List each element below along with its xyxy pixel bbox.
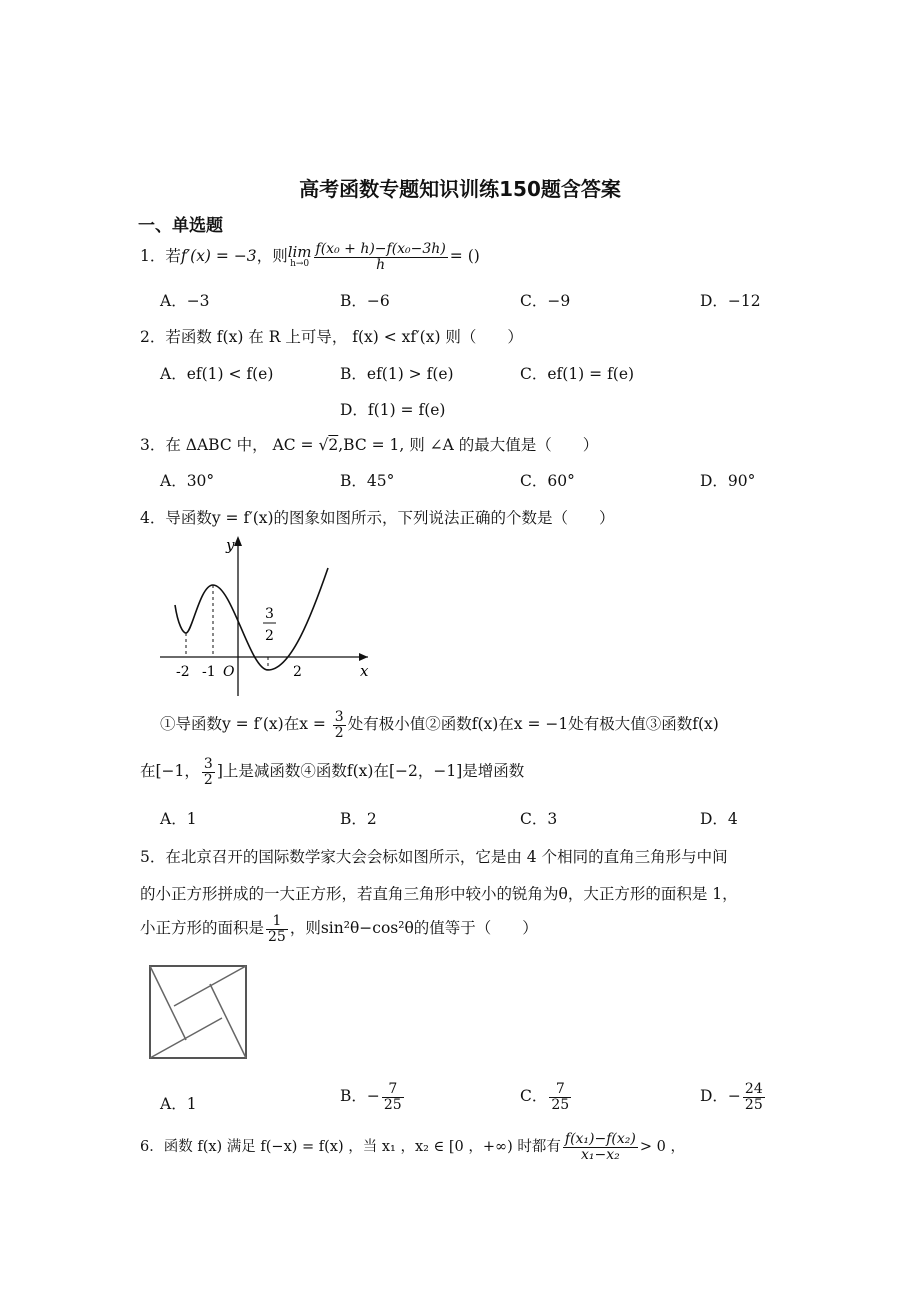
q4-l1-b: 处有极小值②函数f(x)在x = −1处有极大值③函数f(x) xyxy=(347,715,719,734)
frac-label-num: 3 xyxy=(265,606,274,622)
big-square xyxy=(150,966,246,1058)
q2-option-b: B．ef(1) > f(e) xyxy=(340,365,454,383)
q1-condition: f′(x) = −3 xyxy=(180,247,257,266)
q5-option-d xyxy=(700,1082,767,1112)
question-1 xyxy=(140,242,480,272)
q4-l2-num: 3 xyxy=(203,756,213,772)
q4-l2-a: 在[−1， xyxy=(140,762,200,781)
q3-option-c: C．60° xyxy=(520,472,575,490)
q5-d-num: 24 xyxy=(744,1081,763,1097)
q3-sqrt-value: 2 xyxy=(328,436,339,454)
q1-lim-word: lim xyxy=(287,243,312,262)
zhao-shuang-square-figure xyxy=(146,962,250,1062)
page-title: 高考函数专题知识训练150题含答案 xyxy=(299,177,621,201)
question-3 xyxy=(140,433,598,455)
q5-line-3 xyxy=(140,914,538,944)
q4-l2-fraction xyxy=(202,757,215,787)
q5-c-prefix: C． xyxy=(520,1087,548,1106)
x-axis-label: x xyxy=(360,662,369,680)
q5-option-a: A．1 xyxy=(160,1095,197,1113)
q6-text-a: 6．函数 f(x) 满足 f(−x) = f(x) ，当 x₁ ，x₂ ∈ [0 ，+∞) 时都有 xyxy=(140,1139,561,1156)
q1-option-d: D．−12 xyxy=(700,292,761,310)
q6-frac-den: x₁−x₂ xyxy=(581,1146,620,1163)
q5-l3-den: 25 xyxy=(268,928,286,945)
section-heading: 一、单选题 xyxy=(138,216,223,236)
q3-text-a: 3．在 ΔABC 中， AC = xyxy=(140,436,319,454)
x-axis-arrow xyxy=(359,653,368,661)
q5-option-b xyxy=(340,1082,406,1112)
q5-l3-a: 小正方形的面积是 xyxy=(140,919,265,938)
q5-line-1: 5．在北京召开的国际数学家大会会标如图所示，它是由 4 个相同的直角三角形与中间 xyxy=(140,848,728,866)
q1-frac-den: h xyxy=(376,256,386,273)
q4-option-c: C．3 xyxy=(520,810,558,828)
q3-text-b: ,BC = 1, 则 ∠A 的最大值是（ ） xyxy=(338,436,599,454)
y-axis-label: y xyxy=(226,536,235,554)
q4-l2-b: ]上是减函数④函数f(x)在[−2，−1]是增函数 xyxy=(216,762,525,781)
frac-label-den: 2 xyxy=(265,628,274,644)
q5-b-fraction xyxy=(382,1082,404,1112)
q1-mid: ，则 xyxy=(256,247,288,266)
q5-d-fraction xyxy=(743,1082,765,1112)
q2-option-a: A．ef(1) < f(e) xyxy=(160,365,274,383)
q4-l1-a: ①导函数y = f′(x)在x = xyxy=(160,715,331,734)
sqrt-symbol: √2 xyxy=(318,436,339,454)
q1-lim-sub: h→0 xyxy=(290,259,310,270)
q1-option-c: C．−9 xyxy=(520,292,571,310)
q5-option-c xyxy=(520,1082,573,1112)
q5-c-num: 7 xyxy=(549,1082,571,1098)
y-axis-arrow xyxy=(234,536,242,546)
q6-text-b: > 0 ， xyxy=(639,1139,685,1156)
q5-b-prefix: B．− xyxy=(340,1087,380,1106)
q4-l2-den: 2 xyxy=(203,771,213,788)
q5-d-den: 25 xyxy=(744,1096,763,1113)
question-2: 2．若函数 f(x) 在 R 上可导， f(x) < xf′(x) 则（ ） xyxy=(140,328,523,346)
q4-l1-fraction xyxy=(333,710,346,740)
tick-label-minus2: -2 xyxy=(176,664,190,680)
q5-line-2: 的小正方形拼成的一大正方形，若直角三角形中较小的锐角为θ，大正方形的面积是 1， xyxy=(140,885,738,903)
tick-label-minus1: -1 xyxy=(202,664,216,680)
derivative-curve xyxy=(175,568,328,670)
derivative-graph xyxy=(150,530,380,700)
q5-c-den: 25 xyxy=(551,1096,570,1113)
q3-option-a: A．30° xyxy=(160,472,215,490)
q1-limit xyxy=(288,245,312,269)
q1-option-a: A．−3 xyxy=(160,292,210,310)
q1-frac-num: f(x₀ + h)−f(x₀−3h) xyxy=(315,241,446,257)
q5-l3-fraction xyxy=(266,914,288,944)
q1-tail: = () xyxy=(449,247,480,266)
q1-prefix: 若 xyxy=(165,247,181,266)
q4-l1-num: 3 xyxy=(334,709,344,725)
q5-b-den: 25 xyxy=(383,1096,402,1113)
q5-b-num: 7 xyxy=(382,1082,404,1098)
q4-statement-line-2 xyxy=(140,757,524,787)
q4-option-b: B．2 xyxy=(340,810,377,828)
q5-d-prefix: D．− xyxy=(700,1087,741,1106)
q5-l3-b: ，则sin²θ−cos²θ的值等于（ ） xyxy=(289,919,538,938)
q3-option-d: D．90° xyxy=(700,472,756,490)
q5-c-fraction xyxy=(549,1082,571,1112)
q4-option-a: A．1 xyxy=(160,810,197,828)
q1-option-b: B．−6 xyxy=(340,292,390,310)
q6-fraction xyxy=(563,1132,638,1162)
q6-frac-num: f(x₁)−f(x₂) xyxy=(564,1131,636,1147)
q4-l1-den: 2 xyxy=(334,724,344,741)
q4-statement-line-1 xyxy=(160,710,719,740)
q4-option-d: D．4 xyxy=(700,810,738,828)
question-4: 4．导函数y = f′(x)的图象如图所示，下列说法正确的个数是（ ） xyxy=(140,509,615,527)
q1-fraction xyxy=(314,242,448,272)
question-6 xyxy=(140,1132,685,1162)
q2-option-d: D．f(1) = f(e) xyxy=(340,401,446,419)
q5-l3-num: 1 xyxy=(266,914,288,930)
origin-label: O xyxy=(223,664,235,680)
q2-option-c: C．ef(1) = f(e) xyxy=(520,365,635,383)
q3-option-b: B．45° xyxy=(340,472,395,490)
tick-label-2: 2 xyxy=(293,664,302,680)
q1-number: 1． xyxy=(140,247,166,266)
